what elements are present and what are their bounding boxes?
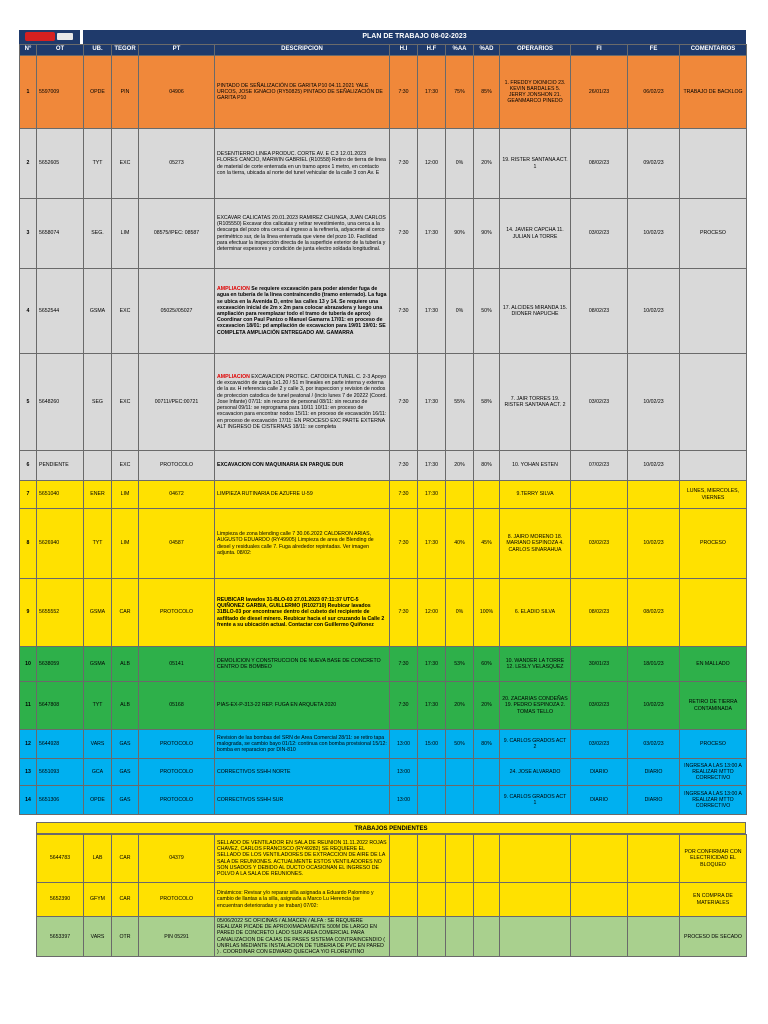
operators-cell: 7. JAIR TORRES 19. RISTER SANTANA ACT. 2 — [500, 354, 571, 451]
comments-cell: PROCESO — [680, 730, 747, 759]
percent-aa-cell: 20% — [446, 682, 474, 730]
start-hour-cell: 13:00 — [390, 730, 418, 759]
empty-cell — [571, 917, 628, 957]
comments-cell: POR CONFIRMAR CON ELECTRICIDAD EL BLOQUEO — [680, 835, 747, 883]
end-date-cell: DIARIO — [628, 786, 680, 815]
row-number: 8 — [20, 509, 37, 579]
ub-cell: GSMA — [84, 647, 112, 682]
start-hour-cell: 7:30 — [390, 647, 418, 682]
description-text: PIAS-EX-P-313-22 REP. FUGA EN ARQUETA 2020 — [217, 702, 337, 709]
pt-cell: 05025//05027 — [139, 269, 215, 354]
ub-cell: GCA — [84, 759, 112, 786]
end-hour-cell: 17:30 — [418, 647, 446, 682]
empty-cell — [446, 835, 474, 883]
empty-cell — [500, 835, 571, 883]
percent-ad-cell: 85% — [474, 56, 500, 129]
operators-cell: 9. CARLOS GRADOS ACT 1 — [500, 786, 571, 815]
description-cell — [215, 354, 390, 451]
end-date-cell: 03/02/23 — [628, 730, 680, 759]
description-text: Se requiere excavación para poder atender fuga de agua en tubería de la línea contraincendio (tramo enterrado). La fuga se ubica en la Avenida D, entre las calles 13 y 14. Se requiere una excavación inicial de 2m x 2m para colocar abrazadera y luego una ampliación para reemplazar todo el tramo de tubería de aprox) Coordinar con Paul Panizo o Manuel Gamarra 17/01: en proceso de excavacion 18/01: pd ampliación de excavacion para 19/01 19/01: SE COMPLETA AMPLIACIÓN ENTREGADO AM. GAMARRA — [217, 286, 387, 336]
end-date-cell: 08/02/23 — [628, 579, 680, 647]
company-logo — [19, 30, 80, 44]
row-number: 7 — [20, 481, 37, 509]
row-number: 9 — [20, 579, 37, 647]
start-hour-cell: 7:30 — [390, 129, 418, 199]
column-header: H.I — [390, 45, 418, 56]
column-header: DESCRIPCION — [215, 45, 390, 56]
comments-cell — [680, 269, 747, 354]
end-hour-cell: 12:00 — [418, 129, 446, 199]
row-number: 6 — [20, 451, 37, 481]
row-number: 10 — [20, 647, 37, 682]
pt-cell: 00711//PEC:00721 — [139, 354, 215, 451]
column-header: FI — [571, 45, 628, 56]
ot-cell: 5644783 — [37, 835, 84, 883]
description-cell — [215, 730, 390, 759]
end-date-cell: 09/02/23 — [628, 129, 680, 199]
start-hour-cell: 7:30 — [390, 509, 418, 579]
start-hour-cell: 13:00 — [390, 759, 418, 786]
start-hour-cell: 7:30 — [390, 199, 418, 269]
operators-cell: 8. JAIRO MORENO 18. MARIANO ESPINOZA 4. CARLOS SINARAHUA — [500, 509, 571, 579]
pt-cell: 05273 — [139, 129, 215, 199]
ub-cell — [84, 451, 112, 481]
operators-cell: 9. CARLOS GRADOS ACT 2 — [500, 730, 571, 759]
ub-cell: VARS — [84, 730, 112, 759]
empty-cell — [474, 835, 500, 883]
description-cell — [215, 481, 390, 509]
table-row — [20, 56, 747, 129]
table-row — [20, 579, 747, 647]
comments-cell: LUNES, MIERCOLES, VIERNES — [680, 481, 747, 509]
category-cell: EXC — [112, 451, 139, 481]
empty-cell — [418, 917, 446, 957]
end-date-cell: DIARIO — [628, 759, 680, 786]
work-plan-table — [19, 44, 747, 815]
start-date-cell: 07/02/23 — [571, 451, 628, 481]
empty-cell — [571, 835, 628, 883]
end-hour-cell: 15:00 — [418, 730, 446, 759]
ub-cell: OPDE — [84, 56, 112, 129]
category-cell: LIM — [112, 481, 139, 509]
category-cell: GAS — [112, 730, 139, 759]
ub-cell: GSMA — [84, 579, 112, 647]
description-text: CORRECTIVOS SSHH SUR — [217, 796, 284, 803]
start-date-cell: 03/02/23 — [571, 509, 628, 579]
column-header: TEGOR — [112, 45, 139, 56]
category-cell: CAR — [112, 835, 139, 883]
pt-cell: PROTOCOLO — [139, 883, 215, 917]
column-header: OPERARIOS — [500, 45, 571, 56]
start-date-cell: 26/01/23 — [571, 56, 628, 129]
pending-row — [37, 917, 747, 957]
column-header: %AA — [446, 45, 474, 56]
table-row — [20, 481, 747, 509]
description-text: PINTADO DE SEÑALIZACIÓN DE GARITA P10 04.11.2021 YALE URCOS, JOSE IGNACIO (RY50825) PINTADO DE SEÑALIZACIÓN DE GARITA P10 — [217, 82, 383, 102]
description-cell — [215, 579, 390, 647]
ot-cell: 5638059 — [37, 647, 84, 682]
ot-cell: 5644928 — [37, 730, 84, 759]
logo-red-mark — [25, 32, 55, 41]
ot-cell: 5651093 — [37, 759, 84, 786]
start-date-cell: 03/02/23 — [571, 354, 628, 451]
ub-cell: LAB — [84, 835, 112, 883]
row-number: 4 — [20, 269, 37, 354]
percent-ad-cell: 80% — [474, 730, 500, 759]
table-row — [20, 509, 747, 579]
row-number: 5 — [20, 354, 37, 451]
percent-ad-cell: 45% — [474, 509, 500, 579]
row-number: 2 — [20, 129, 37, 199]
description-cell — [215, 759, 390, 786]
operators-cell: 9.TERRY SILVA — [500, 481, 571, 509]
category-cell: CAR — [112, 883, 139, 917]
percent-aa-cell: 0% — [446, 129, 474, 199]
row-number: 13 — [20, 759, 37, 786]
start-date-cell — [571, 481, 628, 509]
empty-cell — [390, 835, 418, 883]
percent-aa-cell: 0% — [446, 269, 474, 354]
category-cell: GAS — [112, 759, 139, 786]
description-text: DEMOLICION Y CONSTRUCCION DE NUEVA BASE DE CONCRETO CENTRO DE BOMBEO — [217, 657, 381, 670]
percent-aa-cell: 50% — [446, 730, 474, 759]
operators-cell: 10. WANDER LA TORRE 12. LESLY VELASQUEZ — [500, 647, 571, 682]
ub-cell: GSMA — [84, 269, 112, 354]
pt-cell: PROTOCOLO — [139, 786, 215, 815]
comments-cell — [680, 451, 747, 481]
ot-cell: 5658074 — [37, 199, 84, 269]
empty-cell — [628, 917, 680, 957]
category-cell: EXC — [112, 354, 139, 451]
description-text: LIMPIEZA RUTINARIA DE AZUFRE U-59 — [217, 491, 313, 498]
amplification-tag: AMPLIACION — [217, 373, 252, 380]
description-cell — [215, 129, 390, 199]
operators-cell: 1. FREDDY DIONICIO 23. KEVIN BARDALES 5. JERRY JONSHON 21. GEANMARCO PINEDO — [500, 56, 571, 129]
percent-ad-cell: 90% — [474, 199, 500, 269]
ot-cell: 5597009 — [37, 56, 84, 129]
description-cell — [215, 647, 390, 682]
column-header: COMENTARIOS — [680, 45, 747, 56]
percent-ad-cell — [474, 759, 500, 786]
percent-aa-cell: 55% — [446, 354, 474, 451]
table-row — [20, 730, 747, 759]
category-cell: LIM — [112, 509, 139, 579]
ub-cell: TYT — [84, 129, 112, 199]
empty-cell — [500, 883, 571, 917]
pt-cell: 08575//PEC: 08587 — [139, 199, 215, 269]
start-date-cell: DIARIO — [571, 759, 628, 786]
percent-ad-cell: 20% — [474, 129, 500, 199]
ot-cell: 5652605 — [37, 129, 84, 199]
empty-cell — [500, 917, 571, 957]
operators-cell: 6. ELADIO SILVA — [500, 579, 571, 647]
ub-cell: TYT — [84, 682, 112, 730]
end-date-cell — [628, 481, 680, 509]
pt-cell: 04906 — [139, 56, 215, 129]
description-cell — [215, 269, 390, 354]
category-cell: ALB — [112, 647, 139, 682]
percent-aa-cell: 90% — [446, 199, 474, 269]
pt-cell: PROTOCOLO — [139, 759, 215, 786]
comments-cell: EN COMPRA DE MATERIALES — [680, 883, 747, 917]
pending-section-title: TRABAJOS PENDIENTES — [36, 822, 746, 834]
row-number: 1 — [20, 56, 37, 129]
empty-cell — [628, 883, 680, 917]
category-cell: PIN — [112, 56, 139, 129]
start-hour-cell: 7:30 — [390, 56, 418, 129]
description-cell — [215, 786, 390, 815]
percent-aa-cell: 20% — [446, 451, 474, 481]
pt-cell: 05168 — [139, 682, 215, 730]
comments-cell: RETIRO DE TIERRA CONTAMINADA — [680, 682, 747, 730]
end-hour-cell — [418, 786, 446, 815]
comments-cell: PROCESO DE SECADO — [680, 917, 747, 957]
percent-ad-cell: 50% — [474, 269, 500, 354]
table-row — [20, 354, 747, 451]
column-header: FE — [628, 45, 680, 56]
empty-cell — [390, 917, 418, 957]
percent-ad-cell: 60% — [474, 647, 500, 682]
ub-cell: SEG — [84, 354, 112, 451]
start-hour-cell: 7:30 — [390, 682, 418, 730]
end-hour-cell — [418, 759, 446, 786]
comments-cell — [680, 579, 747, 647]
start-hour-cell: 7:30 — [390, 481, 418, 509]
comments-cell: EN MALLADO — [680, 647, 747, 682]
pt-cell: PROTOCOLO — [139, 730, 215, 759]
percent-ad-cell: 20% — [474, 682, 500, 730]
operators-cell: 17. ALCIDES MIRANDA 15. DIONER NAPUCHE — [500, 269, 571, 354]
ub-cell: SEG. — [84, 199, 112, 269]
end-date-cell: 10/02/23 — [628, 682, 680, 730]
ot-cell: PENDIENTE — [37, 451, 84, 481]
percent-aa-cell — [446, 759, 474, 786]
table-row — [20, 759, 747, 786]
ot-cell: 5648260 — [37, 354, 84, 451]
empty-cell — [446, 883, 474, 917]
table-row — [20, 682, 747, 730]
pending-row — [37, 883, 747, 917]
percent-aa-cell: 40% — [446, 509, 474, 579]
row-number: 14 — [20, 786, 37, 815]
ot-cell: 5651040 — [37, 481, 84, 509]
comments-cell: INGRESA A LAS 13:00 A REALIZAR MTTO CORRECTIVO — [680, 759, 747, 786]
ot-cell: 5647808 — [37, 682, 84, 730]
table-row — [20, 199, 747, 269]
start-hour-cell: 7:30 — [390, 354, 418, 451]
empty-cell — [390, 883, 418, 917]
comments-cell — [680, 354, 747, 451]
empty-cell — [446, 917, 474, 957]
pt-cell: 04379 — [139, 835, 215, 883]
pt-cell: 05141 — [139, 647, 215, 682]
amplification-tag: AMPLIACION — [217, 286, 252, 293]
description-text: CORRECTIVOS SSHH NORTE — [217, 768, 291, 775]
column-header: UB. — [84, 45, 112, 56]
percent-ad-cell — [474, 481, 500, 509]
description-text: REUBICAR lavados 31-BLO-03 27.01.2023 07:11:37 UTC-5 QUIÑONEZ GARBIA, GUILLERMO (R102710) Reubicar lavados 31BLO-03 por encontrarse dentro del cubeto del recipiente de asfiltado de diesel mínero. Reubicar hacia el sur cruzando la Calle 2 frente a su ubicación actual. Contactar con Guillermo Quiñonez — [217, 596, 385, 628]
end-date-cell: 10/02/23 — [628, 199, 680, 269]
end-hour-cell: 17:30 — [418, 56, 446, 129]
description-text: EXCAVAR CALICATAS 20.01.2023 RAMIREZ CHUNGA, JUAN CARLOS (R105550) Excavar dos calicatas y retirar revestimiento, una cerca a la descarga del pozo otra cerca al ingreso a la refinería, adyacente al cerco perimétrico sur, de la línea enterrada que viene del pozo 10. Facilidad para efectuar la inspección directa de la superficie exterior de la tubería y determinar espesores y condición de junta electro soldada longitudinal. — [217, 214, 386, 252]
operators-cell: 24. JOSE ALVARADO — [500, 759, 571, 786]
operators-cell: 10. YOHAN ESTEN — [500, 451, 571, 481]
percent-aa-cell — [446, 786, 474, 815]
column-header: H.F — [418, 45, 446, 56]
ub-cell: ENER — [84, 481, 112, 509]
start-hour-cell: 7:30 — [390, 451, 418, 481]
category-cell: CAR — [112, 579, 139, 647]
description-text: DESENTIERRO LINEA PRODUC. CORTE AV. E C.3 12.01.2023 FLORES CANCIO, MARWIN GABRIEL (R10558) Retiro de tierra de linea de material de corte enterrada en un tramo aprox 1 metro, en contacto con la tierra, ubicada al norte del tunel vehicular de la calle 3 con Av. E — [217, 151, 386, 176]
percent-ad-cell: 58% — [474, 354, 500, 451]
ot-cell: 5653397 — [37, 917, 84, 957]
table-header-row — [20, 45, 747, 56]
column-header: N° — [20, 45, 37, 56]
table-row — [20, 129, 747, 199]
end-date-cell: 10/02/23 — [628, 451, 680, 481]
ub-cell: VARS — [84, 917, 112, 957]
description-text: EXCAVACION CON MAQUINARIA EN PARQUE DUR — [217, 462, 344, 469]
column-header: OT — [37, 45, 84, 56]
pending-work-table — [36, 834, 747, 957]
empty-cell — [474, 883, 500, 917]
table-row — [20, 269, 747, 354]
end-hour-cell: 12:00 — [418, 579, 446, 647]
end-hour-cell: 17:30 — [418, 354, 446, 451]
description-cell — [215, 56, 390, 129]
description-cell: 05/06/2022 SC OFICINAS / ALMACEN / ALFA : SE REQUIERE REALIZAR PICADE DE APROXIMADAMENTE 500M DE LARGO EN PARED DE CONCRETO LADO SUR AREA COMERCIAL PARA CANALIZACION DE CAJAS DE PASES SISTEMA CONTRAINCENDIO ( UNIRLAS MEDIANTE INSTALACION DE TUBERIA DE PVC EN PARED ) . COORDINAR CON EDWARD QUECHCA Y/O FLORENTINO — [215, 917, 390, 957]
row-number: 11 — [20, 682, 37, 730]
end-hour-cell: 17:30 — [418, 682, 446, 730]
percent-aa-cell: 75% — [446, 56, 474, 129]
comments-cell: INGRESA A LAS 13:00 A REALIZAR MTTO CORRECTIVO — [680, 786, 747, 815]
ot-cell: 5655552 — [37, 579, 84, 647]
percent-aa-cell: 53% — [446, 647, 474, 682]
description-cell: SELLADO DE VENTILADOR EN SALA DE REUNION 11.11.2022 ROJAS CHAVEZ, CARLOS FRANCISCO (RY49282) SE REQUIERE EL SELLADO DE LOS VENTILADORES DE EXTRACCION DE AIRE DE LA SALA DE REUNIONES. ACTUALMENTE ESTOS VENTILADORES NO SON USADOS Y DEBIDO AL DUCTO OCASIONAN EL INGRESO DE POLVO A LA SALA DE REUNIONES. — [215, 835, 390, 883]
start-hour-cell: 7:30 — [390, 579, 418, 647]
pt-cell: PROTOCOLO — [139, 451, 215, 481]
end-hour-cell: 17:30 — [418, 199, 446, 269]
description-text: Limpieza de zona blending calle 7 30.06.2022 CALDERON ARIAS, AUGUSTO EDUARDO (RY49905) Limpieza de area de Blending de diesel y residuales calle 7. Fuga alrededor repintadas. Ver imagen adjunta. 08/02: — [217, 531, 374, 556]
start-date-cell: DIARIO — [571, 786, 628, 815]
ot-cell: 5652544 — [37, 269, 84, 354]
description-text: Revision de las bombas del SRN de Area Comercial 28/11: se retiro tapa malograda, se cambio bayo 01/12: continua con bomba provisional 15/12: bomba en reparacion por DIN-810 — [217, 734, 387, 754]
percent-ad-cell: 100% — [474, 579, 500, 647]
end-date-cell: 10/02/23 — [628, 354, 680, 451]
comments-cell: PROCESO — [680, 199, 747, 269]
pending-row — [37, 835, 747, 883]
description-cell — [215, 509, 390, 579]
pt-cell: 04672 — [139, 481, 215, 509]
percent-aa-cell: 0% — [446, 579, 474, 647]
ub-cell: TYT — [84, 509, 112, 579]
end-date-cell: 10/02/23 — [628, 269, 680, 354]
end-date-cell: 06/02/23 — [628, 56, 680, 129]
operators-cell: 19. RISTER SANTANA ACT. 1 — [500, 129, 571, 199]
description-cell — [215, 451, 390, 481]
ot-cell: 5651306 — [37, 786, 84, 815]
end-hour-cell: 17:30 — [418, 451, 446, 481]
start-date-cell: 08/02/23 — [571, 579, 628, 647]
description-cell: Dinámicos: Revisar y/o reparar silla asignada a Eduardo Palomino y cambio de llantas a la silla, asignada a Marco Lu Herencia (se encuentran deterioradas y se traban) 07/02: — [215, 883, 390, 917]
comments-cell: PROCESO — [680, 509, 747, 579]
category-cell: ALB — [112, 682, 139, 730]
percent-ad-cell — [474, 786, 500, 815]
empty-cell — [418, 883, 446, 917]
start-date-cell: 03/02/23 — [571, 199, 628, 269]
end-date-cell: 18/01/23 — [628, 647, 680, 682]
comments-cell: TRABAJO DE BACKLOG — [680, 56, 747, 129]
start-hour-cell: 13:00 — [390, 786, 418, 815]
end-date-cell: 10/02/23 — [628, 509, 680, 579]
pt-cell: PIN 05291 — [139, 917, 215, 957]
start-date-cell: 03/02/23 — [571, 682, 628, 730]
table-row — [20, 647, 747, 682]
category-cell: EXC — [112, 269, 139, 354]
row-number: 3 — [20, 199, 37, 269]
end-hour-cell: 17:30 — [418, 269, 446, 354]
page-title: PLAN DE TRABAJO 08-02-2023 — [83, 30, 746, 44]
category-cell: EXC — [112, 129, 139, 199]
start-hour-cell: 7:30 — [390, 269, 418, 354]
description-cell — [215, 199, 390, 269]
pt-cell: 04587 — [139, 509, 215, 579]
end-hour-cell: 17:30 — [418, 509, 446, 579]
start-date-cell: 30/01/23 — [571, 647, 628, 682]
table-row — [20, 451, 747, 481]
end-hour-cell: 17:30 — [418, 481, 446, 509]
empty-cell — [571, 883, 628, 917]
empty-cell — [628, 835, 680, 883]
category-cell: GAS — [112, 786, 139, 815]
table-row — [20, 786, 747, 815]
description-text: EXCAVACION PROTEC. CATODICA TUNEL C. 2-3 Apoyo de excavación de zanja 1x1.20 / 51 m lineales en parte interna y externa de la av. H referencia calle 2 y calle 3, por inspeccion y revision de nodos de proteccion catodica de tunel peatonal / (incio lunes 7 de 20222 (Coord. Jose Infante) 07/11: sin recurso de personal 08/11: sin recurso de personal 09/11: se reprograma para 10/11 10/11: en proceso de excavacion para encontrar nodos 15/11: en proceso de excavación 16/11: en proceso de excavación 17/11: EN PROCESO EXC PARTE EXTERNA ALT INGRESO DE CISTERNAS 18/11: se completa — [217, 373, 387, 430]
operators-cell: 20. ZACARIAS CONDEÑAS 19. PEDRO ESPINOZA 2. TOMAS TELLO — [500, 682, 571, 730]
category-cell: OTR — [112, 917, 139, 957]
comments-cell — [680, 129, 747, 199]
start-date-cell: 03/02/23 — [571, 730, 628, 759]
logo-white-mark — [57, 33, 73, 40]
ot-cell: 5626940 — [37, 509, 84, 579]
description-cell — [215, 682, 390, 730]
operators-cell: 14. JAVIER CAPCHA 11. JULIAN LA TORRE — [500, 199, 571, 269]
column-header: PT — [139, 45, 215, 56]
empty-cell — [474, 917, 500, 957]
percent-ad-cell: 80% — [474, 451, 500, 481]
empty-cell — [418, 835, 446, 883]
category-cell: LIM — [112, 199, 139, 269]
column-header: %AD — [474, 45, 500, 56]
row-number: 12 — [20, 730, 37, 759]
start-date-cell: 08/02/23 — [571, 129, 628, 199]
ub-cell: OPDE — [84, 786, 112, 815]
ub-cell: GFYM — [84, 883, 112, 917]
pt-cell: PROTOCOLO — [139, 579, 215, 647]
ot-cell: 5652390 — [37, 883, 84, 917]
percent-aa-cell — [446, 481, 474, 509]
start-date-cell: 08/02/23 — [571, 269, 628, 354]
